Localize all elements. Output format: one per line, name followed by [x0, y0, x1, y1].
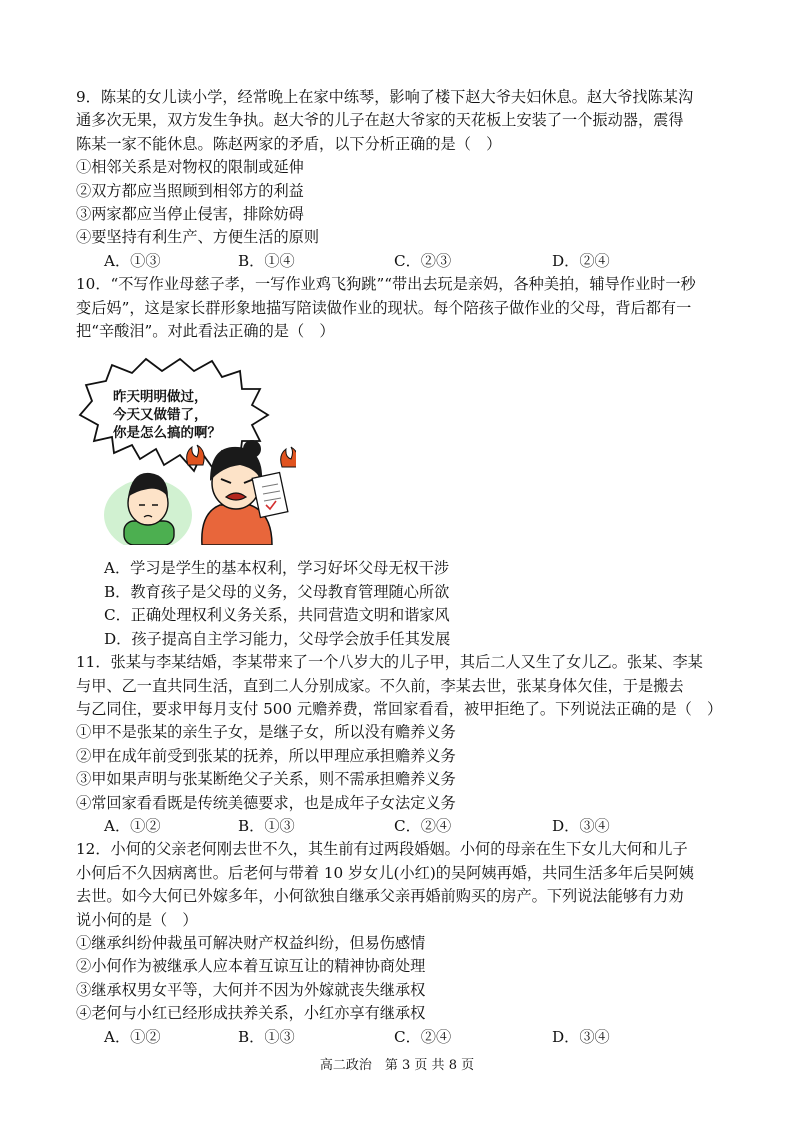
statement: ②甲在成年前受到张某的抚养，所以甲理应承担赡养义务 — [76, 746, 456, 765]
option-b: B．①③ — [238, 1027, 295, 1046]
question-stem-line: 小何后不久因病离世。后老何与带着 10 岁女儿(小红)的吴阿姨再婚，共同生活多年后吴阿姨 — [76, 863, 694, 882]
statement: ④老何与小红已经形成扶养关系，小红亦享有继承权 — [76, 1004, 426, 1023]
option-c: C．②④ — [394, 1027, 452, 1046]
choice-d: D．孩子提高自主学习能力，父母学会放手任其发展 — [104, 629, 451, 648]
statement: ③两家都应当停止侵害，排除妨碍 — [76, 205, 304, 224]
option-b: B．①④ — [238, 251, 295, 270]
flame-icon — [281, 447, 296, 467]
statement: ②小何作为被继承人应本着互谅互让的精神协商处理 — [76, 957, 426, 976]
question-stem-line: 9．陈某的女儿读小学，经常晚上在家中练琴，影响了楼下赵大爷夫妇休息。赵大爷找陈某沟 — [76, 88, 694, 106]
choice-a: A．学习是学生的基本权利，学习好坏父母无权干涉 — [104, 559, 450, 578]
answer-options — [76, 815, 726, 838]
question-stem-line: 与甲、乙一直共同生活，直到二人分别成家。不久前，李某去世，张某身体欠佳，于是搬去 — [76, 676, 684, 695]
exam-page — [76, 86, 726, 1049]
question-stem-line: 与乙同住，要求甲每月支付 500 元赡养费，常回家看看，被甲拒绝了。下列说法正确的是（ ） — [76, 699, 723, 718]
cartoon-drawing — [76, 355, 296, 545]
question-stem-line: 通多次无果，双方发生争执。赵大爷的儿子在赵大爷家的天花板上安装了一个振动器，震得 — [76, 111, 684, 130]
cartoon-illustration — [76, 355, 296, 545]
statement: ①继承纠纷仲裁虽可解决财产权益纠纷，但易伤感情 — [76, 933, 426, 952]
statement: ②双方都应当照顾到相邻方的利益 — [76, 181, 304, 200]
question-stem-line: 去世。如今大何已外嫁多年，小何欲独自继承父亲再婚前购买的房产。下列说法能够有力劝 — [76, 887, 684, 906]
statement: ④常回家看看既是传统美德要求，也是成年子女法定义务 — [76, 793, 456, 812]
question-stem-line: 11．张某与李某结婚，李某带来了一个八岁大的儿子甲，其后二人又生了女儿乙。张某、李某 — [76, 653, 703, 672]
question-stem-line: 把“辛酸泪”。对此看法正确的是（ ） — [76, 322, 335, 341]
question-12 — [76, 838, 726, 1049]
option-d: D．②④ — [552, 251, 610, 270]
answer-options — [76, 250, 726, 273]
choice-b: B．教育孩子是父母的义务，父母教育管理随心所欲 — [104, 582, 450, 601]
choice-c: C．正确处理权利义务关系，共同营造文明和谐家风 — [104, 606, 450, 625]
question-stem-line: 说小何的是（ ） — [76, 910, 198, 929]
statement: ①甲不是张某的亲生子女，是继子女，所以没有赡养义务 — [76, 723, 456, 742]
option-d: D．③④ — [552, 816, 610, 835]
bubble-line: 你是怎么搞的啊？ — [113, 425, 221, 442]
option-b: B．①③ — [238, 816, 295, 835]
statement: ③甲如果声明与张某断绝父子关系，则不需承担赡养义务 — [76, 770, 456, 789]
question-stem-line: 12．小何的父亲老何刚去世不久，其生前有过两段婚姻。小何的母亲在生下女儿大何和儿子 — [76, 840, 688, 859]
question-stem-line: 变后妈”，这是家长群形象地描写陪读做作业的现状。每个陪孩子做作业的父母，背后都有一 — [76, 298, 692, 317]
question-stem-line: 10．“不写作业母慈子孝，一写作业鸡飞狗跳”“带出去玩是亲妈，各种美拍，辅导作业时一秒 — [76, 275, 696, 294]
question-11 — [76, 651, 726, 838]
option-a: A．①③ — [104, 251, 161, 270]
statement: ③继承权男女平等，大何并不因为外嫁就丧失继承权 — [76, 980, 426, 999]
answer-options — [76, 1026, 726, 1049]
option-c: C．②④ — [394, 816, 452, 835]
statement: ④要坚持有利生产、方便生活的原则 — [76, 228, 319, 247]
page-footer: 高二政治 第 3 页 共 8 页 — [319, 1058, 475, 1073]
question-10 — [76, 273, 726, 651]
option-c: C．②③ — [394, 251, 452, 270]
speech-bubble-text — [113, 388, 221, 442]
statement: ①相邻关系是对物权的限制或延伸 — [76, 158, 304, 177]
option-d: D．③④ — [552, 1027, 610, 1046]
question-9 — [76, 86, 726, 273]
option-a: A．①② — [104, 816, 161, 835]
bubble-line: 今天又做错了， — [113, 407, 208, 424]
question-stem-line: 陈某一家不能休息。陈赵两家的矛盾，以下分析正确的是（ ） — [76, 134, 502, 153]
option-a: A．①② — [104, 1027, 161, 1046]
bubble-line: 昨天明明做过， — [113, 389, 208, 406]
